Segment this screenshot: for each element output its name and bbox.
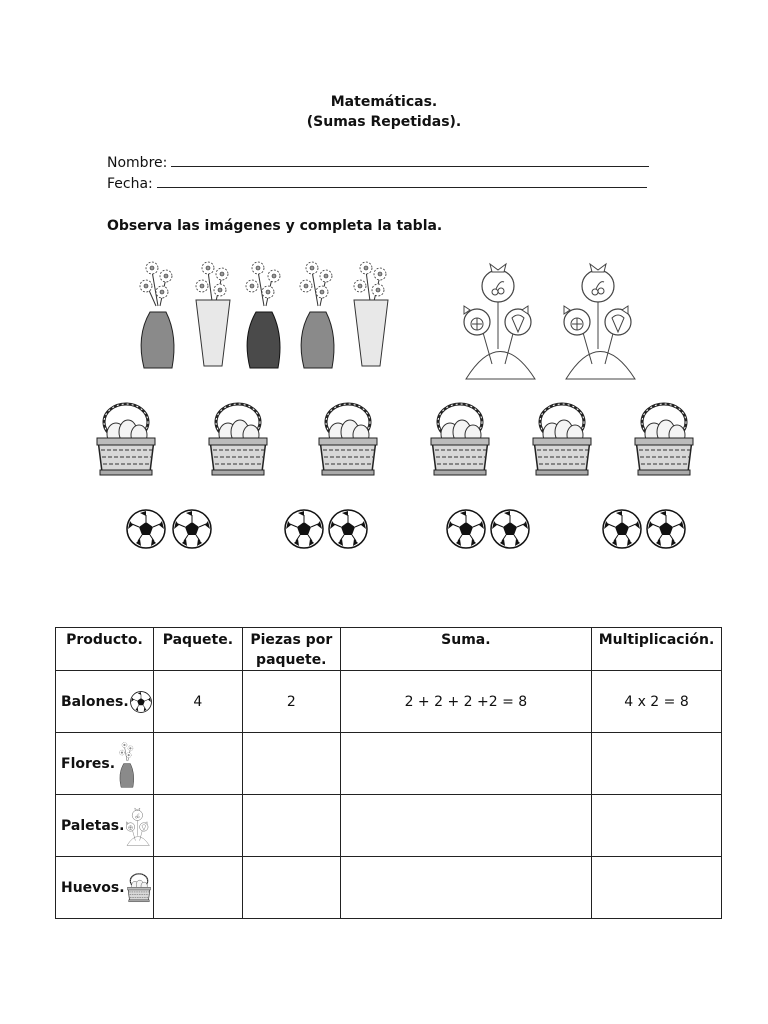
table-row bbox=[56, 733, 722, 795]
product-cell bbox=[56, 733, 154, 795]
date-blank-line[interactable] bbox=[157, 175, 647, 188]
flower-vase-icon bbox=[116, 735, 138, 793]
suma-cell[interactable] bbox=[340, 795, 591, 857]
lollipop-bouquet-icon bbox=[564, 264, 635, 379]
mult-cell[interactable] bbox=[592, 857, 722, 919]
mult-cell[interactable] bbox=[592, 733, 722, 795]
soccer-ball-icon bbox=[647, 510, 685, 548]
lollipops-illustration bbox=[460, 254, 650, 382]
piezas-cell[interactable] bbox=[242, 795, 340, 857]
soccer-ball-icon bbox=[130, 691, 152, 713]
product-cell bbox=[56, 671, 154, 733]
soccer-ball-icon bbox=[447, 510, 485, 548]
flower-vase-icon bbox=[246, 262, 280, 368]
product-label: Paletas. bbox=[61, 817, 125, 834]
mult-cell[interactable]: 4 x 2 = 8 bbox=[592, 671, 722, 733]
soccer-ball-icon bbox=[329, 510, 367, 548]
product-label: Huevos. bbox=[61, 879, 125, 896]
egg-basket-icon bbox=[533, 404, 591, 475]
header-multiplicacion: Multiplicación. bbox=[592, 628, 722, 671]
date-field[interactable] bbox=[107, 175, 647, 192]
worksheet-subtitle: (Sumas Repetidas). bbox=[306, 114, 462, 130]
suma-cell[interactable] bbox=[340, 733, 591, 795]
name-field[interactable] bbox=[107, 154, 649, 171]
soccer-balls-illustration bbox=[126, 507, 688, 551]
soccer-ball-icon bbox=[127, 510, 165, 548]
flower-vase-icon bbox=[354, 262, 388, 366]
answer-table bbox=[55, 627, 722, 919]
instruction-text: Observa las imágenes y completa la tabla. bbox=[107, 218, 443, 234]
egg-basket-icon bbox=[635, 404, 693, 475]
product-cell bbox=[56, 795, 154, 857]
lollipop-bouquet-icon bbox=[125, 804, 151, 848]
name-blank-line[interactable] bbox=[171, 154, 649, 167]
header-paquete: Paquete. bbox=[153, 628, 242, 671]
flower-vases-illustration bbox=[132, 256, 392, 372]
piezas-cell[interactable]: 2 bbox=[242, 671, 340, 733]
egg-basket-icon bbox=[126, 873, 152, 903]
piezas-cell[interactable] bbox=[242, 857, 340, 919]
header-suma: Suma. bbox=[340, 628, 591, 671]
egg-baskets-illustration bbox=[94, 402, 706, 482]
product-label: Flores. bbox=[61, 755, 116, 772]
egg-basket-icon bbox=[209, 404, 267, 475]
soccer-ball-icon bbox=[173, 510, 211, 548]
table-row bbox=[56, 857, 722, 919]
date-label: Fecha: bbox=[107, 176, 153, 192]
table-header-row bbox=[56, 628, 722, 671]
lollipop-bouquet-icon bbox=[464, 264, 535, 379]
flower-vase-icon bbox=[140, 262, 174, 368]
name-label: Nombre: bbox=[107, 155, 168, 171]
paquete-cell[interactable] bbox=[153, 795, 242, 857]
header-piezas: Piezas por paquete. bbox=[242, 628, 340, 671]
header-producto: Producto. bbox=[56, 628, 154, 671]
flower-vase-icon bbox=[196, 262, 230, 366]
suma-cell[interactable] bbox=[340, 857, 591, 919]
mult-cell[interactable] bbox=[592, 795, 722, 857]
egg-basket-icon bbox=[431, 404, 489, 475]
paquete-cell[interactable] bbox=[153, 733, 242, 795]
paquete-cell[interactable] bbox=[153, 857, 242, 919]
egg-basket-icon bbox=[97, 404, 155, 475]
product-label: Balones. bbox=[61, 693, 129, 710]
worksheet-title: Matemáticas. bbox=[330, 94, 438, 110]
table-row bbox=[56, 671, 722, 733]
paquete-cell[interactable]: 4 bbox=[153, 671, 242, 733]
suma-cell[interactable]: 2 + 2 + 2 +2 = 8 bbox=[340, 671, 591, 733]
soccer-ball-icon bbox=[603, 510, 641, 548]
soccer-ball-icon bbox=[285, 510, 323, 548]
egg-basket-icon bbox=[319, 404, 377, 475]
product-cell bbox=[56, 857, 154, 919]
piezas-cell[interactable] bbox=[242, 733, 340, 795]
table-row bbox=[56, 795, 722, 857]
flower-vase-icon bbox=[300, 262, 334, 368]
soccer-ball-icon bbox=[491, 510, 529, 548]
